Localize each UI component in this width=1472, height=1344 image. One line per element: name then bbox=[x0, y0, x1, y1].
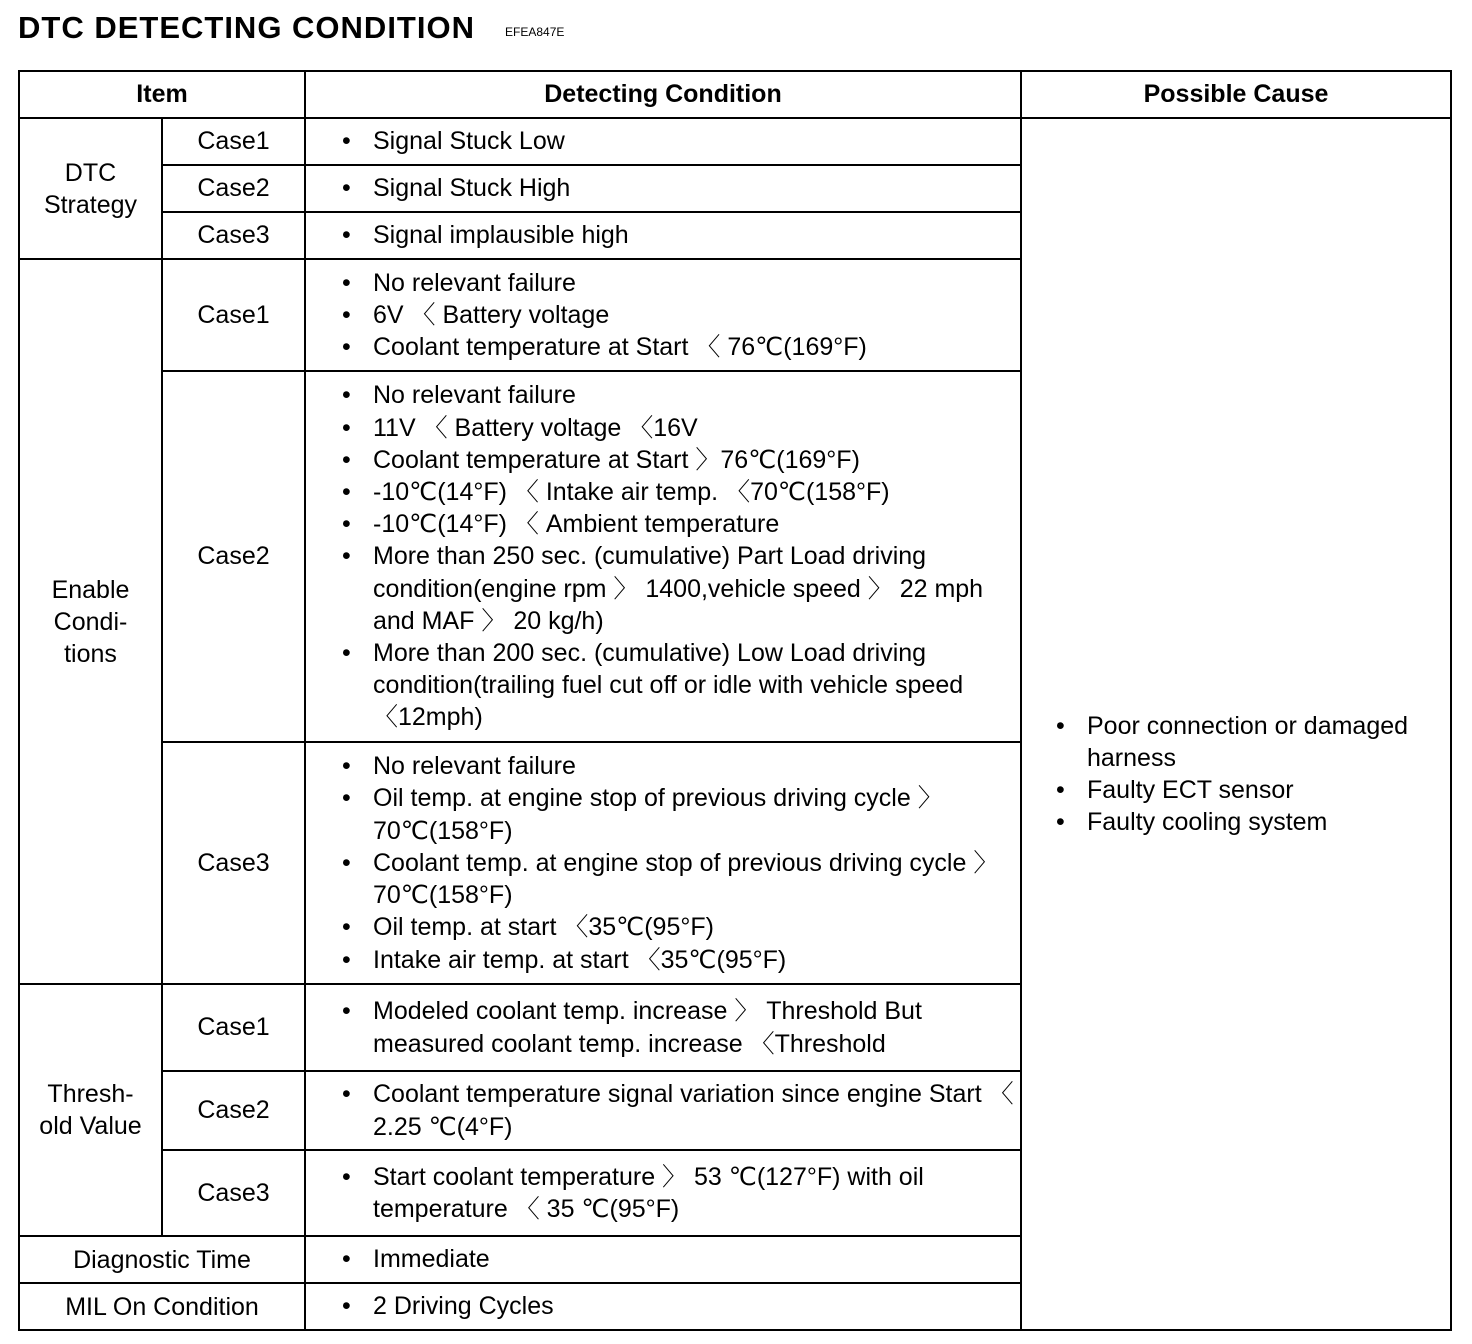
list-item: • No relevant failure bbox=[342, 379, 1020, 411]
list-item: • More than 200 sec. (cumulative) Low Load driving condition(trailing fuel cut off or idle with vehicle speed 〈12mph) bbox=[342, 637, 1020, 734]
list-item: • More than 250 sec. (cumulative) Part Load driving condition(engine rpm 〉 1400,vehicle speed 〉 22 mph and MAF 〉 20 kg/h) bbox=[342, 540, 1020, 637]
threshold-case3-condition bbox=[305, 1150, 1021, 1236]
possible-cause-cell bbox=[1021, 118, 1451, 1330]
list-item: • Coolant temperature at Start 〈 76℃(169°F) bbox=[342, 331, 1020, 363]
dtc-strategy-label: DTC Strategy bbox=[19, 118, 162, 259]
possible-cause-item: • Poor connection or damaged harness bbox=[1056, 710, 1450, 774]
header-item: Item bbox=[19, 71, 305, 118]
enable-case1-condition bbox=[305, 259, 1021, 371]
list-item: • 2 Driving Cycles bbox=[342, 1290, 1020, 1322]
table-row bbox=[19, 118, 1451, 165]
enable-conditions-label: Enable Condi- tions bbox=[19, 259, 162, 984]
list-item: • No relevant failure bbox=[342, 267, 1020, 299]
dtc-strategy-case2-condition bbox=[305, 165, 1021, 212]
diagnostic-time-condition bbox=[305, 1236, 1021, 1283]
enable-case3-condition bbox=[305, 742, 1021, 984]
enable-case3: Case3 bbox=[162, 742, 305, 984]
mil-on-condition-label: MIL On Condition bbox=[19, 1283, 305, 1330]
threshold-case2: Case2 bbox=[162, 1071, 305, 1150]
header-possible-cause: Possible Cause bbox=[1021, 71, 1451, 118]
threshold-case1: Case1 bbox=[162, 984, 305, 1071]
dtc-strategy-case2: Case2 bbox=[162, 165, 305, 212]
diagnostic-time-label: Diagnostic Time bbox=[19, 1236, 305, 1283]
dtc-strategy-case3: Case3 bbox=[162, 212, 305, 259]
dtc-strategy-case1-condition bbox=[305, 118, 1021, 165]
list-item: • Oil temp. at engine stop of previous driving cycle 〉 70℃(158°F) bbox=[342, 782, 1020, 846]
enable-case2: Case2 bbox=[162, 371, 305, 742]
list-item: • Signal Stuck High bbox=[342, 172, 1020, 204]
title-row bbox=[18, 8, 564, 48]
dtc-condition-table bbox=[18, 70, 1452, 1331]
list-item: • Modeled coolant temp. increase 〉 Threshold But measured coolant temp. increase 〈Threshold bbox=[342, 995, 1020, 1059]
list-item: • Immediate bbox=[342, 1243, 1020, 1275]
list-item: • 6V 〈 Battery voltage bbox=[342, 299, 1020, 331]
page-title: DTC DETECTING CONDITION bbox=[18, 10, 475, 45]
list-item: • Intake air temp. at start 〈35℃(95°F) bbox=[342, 944, 1020, 976]
dtc-strategy-case3-condition bbox=[305, 212, 1021, 259]
threshold-case3: Case3 bbox=[162, 1150, 305, 1236]
threshold-case1-condition bbox=[305, 984, 1021, 1071]
possible-cause-item: • Faulty ECT sensor bbox=[1056, 774, 1450, 806]
enable-case1: Case1 bbox=[162, 259, 305, 371]
list-item: • Oil temp. at start 〈35℃(95°F) bbox=[342, 911, 1020, 943]
enable-case2-condition bbox=[305, 371, 1021, 742]
header-detecting-condition: Detecting Condition bbox=[305, 71, 1021, 118]
list-item: • 11V 〈 Battery voltage 〈16V bbox=[342, 412, 1020, 444]
threshold-case2-condition bbox=[305, 1071, 1021, 1150]
list-item: • Coolant temperature at Start 〉76℃(169°F) bbox=[342, 444, 1020, 476]
list-item: • Coolant temperature signal variation since engine Start 〈 2.25 ℃(4°F) bbox=[342, 1078, 1020, 1142]
table-header-row bbox=[19, 71, 1451, 118]
list-item: • Start coolant temperature 〉 53 ℃(127°F) with oil temperature 〈 35 ℃(95°F) bbox=[342, 1161, 1020, 1225]
list-item: • Signal implausible high bbox=[342, 219, 1020, 251]
list-item: • Coolant temp. at engine stop of previous driving cycle 〉 70℃(158°F) bbox=[342, 847, 1020, 911]
document-code: EFEA847E bbox=[505, 25, 565, 39]
list-item: • -10℃(14°F) 〈 Intake air temp. 〈70℃(158°F) bbox=[342, 476, 1020, 508]
threshold-value-label: Thresh- old Value bbox=[19, 984, 162, 1236]
mil-on-condition-condition bbox=[305, 1283, 1021, 1330]
possible-cause-item: • Faulty cooling system bbox=[1056, 806, 1450, 838]
list-item: • Signal Stuck Low bbox=[342, 125, 1020, 157]
dtc-strategy-case1: Case1 bbox=[162, 118, 305, 165]
list-item: • -10℃(14°F) 〈 Ambient temperature bbox=[342, 508, 1020, 540]
list-item: • No relevant failure bbox=[342, 750, 1020, 782]
